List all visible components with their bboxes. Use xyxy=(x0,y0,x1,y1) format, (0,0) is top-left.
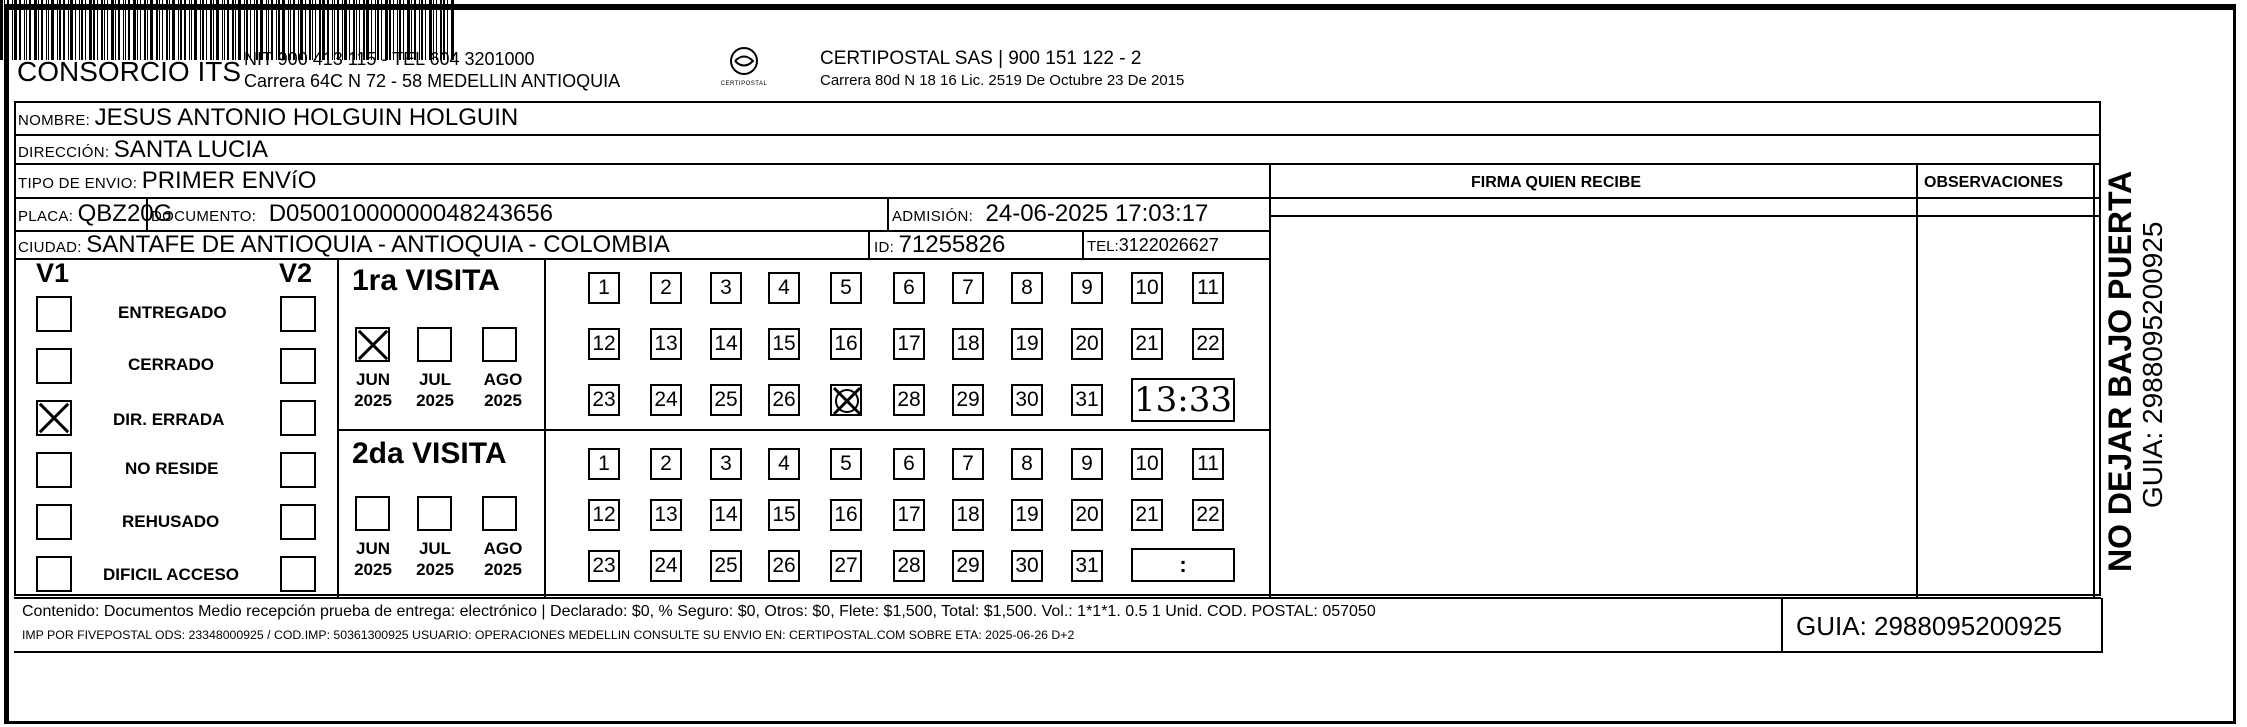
no-dejar-bajo-puerta: NO DEJAR BAJO PUERTA xyxy=(2102,170,2138,572)
col-divider xyxy=(544,259,546,597)
col-divider xyxy=(2101,598,2103,653)
row-divider xyxy=(14,597,2101,599)
second-visit-month-jul-checkbox[interactable] xyxy=(417,496,452,531)
v1-dificil-acceso-checkbox[interactable] xyxy=(36,556,72,592)
second-visit-month-jun-checkbox[interactable] xyxy=(355,496,390,531)
placa-row xyxy=(18,200,172,228)
carrier-info xyxy=(820,48,1184,92)
row-divider xyxy=(14,163,2101,165)
first-visit-month-jul: JUL 2025 xyxy=(416,370,454,410)
documento-row xyxy=(151,200,553,228)
second-visit-day-10[interactable]: 10 xyxy=(1131,448,1163,480)
second-visit-day-17[interactable]: 17 xyxy=(893,499,925,531)
v2-rehusado-checkbox[interactable] xyxy=(280,504,316,540)
col-divider xyxy=(887,198,889,230)
first-visit-day-16[interactable]: 16 xyxy=(830,328,862,360)
second-visit-day-3[interactable]: 3 xyxy=(710,448,742,480)
second-visit-day-2[interactable]: 2 xyxy=(650,448,682,480)
v2-no-reside-checkbox[interactable] xyxy=(280,452,316,488)
first-visit-month-ago-checkbox[interactable] xyxy=(482,327,517,362)
certipostal-logo xyxy=(714,46,774,87)
nombre-row xyxy=(18,104,518,132)
id-row xyxy=(874,231,1005,259)
first-visit-day-31[interactable]: 31 xyxy=(1071,384,1103,416)
v2-dir-errada-checkbox[interactable] xyxy=(280,400,316,436)
second-visit-day-15[interactable]: 15 xyxy=(768,499,800,531)
v1-no-reside-checkbox[interactable] xyxy=(36,452,72,488)
first-visit-day-3[interactable]: 3 xyxy=(710,272,742,304)
second-visit-day-29[interactable]: 29 xyxy=(952,550,984,582)
status-dir-errada: DIR. ERRADA xyxy=(113,410,225,429)
first-visit-day-23[interactable]: 23 xyxy=(588,384,620,416)
footer-imp: IMP POR FIVEPOSTAL ODS: 23348000925 / COD.IMP: 50361300925 USUARIO: OPERACIONES MEDELLIN CONSULTE SU ENVIO EN: CERTIPOSTAL.COM SOBRE ETA: 2025-06-26 D+2 xyxy=(22,628,1075,642)
col-divider xyxy=(868,231,870,258)
first-visit-day-27[interactable] xyxy=(830,384,862,416)
admision-value: 24-06-2025 17:03:17 xyxy=(985,200,1209,227)
second-visit-day-23[interactable]: 23 xyxy=(588,550,620,582)
v2-label: V2 xyxy=(279,258,313,288)
second-visit-label: 2da VISITA xyxy=(352,437,507,470)
v1-label: V1 xyxy=(36,258,70,288)
tel-row xyxy=(1087,235,1219,256)
first-visit-day-6[interactable]: 6 xyxy=(893,272,925,304)
direccion-row xyxy=(18,136,268,164)
first-visit-day-29[interactable]: 29 xyxy=(952,384,984,416)
second-visit-day-20[interactable]: 20 xyxy=(1071,499,1103,531)
second-visit-month-ago: AGO 2025 xyxy=(483,539,523,579)
first-visit-time[interactable]: 13:33 xyxy=(1131,378,1235,422)
company-info xyxy=(244,48,620,92)
first-visit-month-jun-checkbox[interactable] xyxy=(355,327,390,362)
status-rehusado: REHUSADO xyxy=(122,512,220,531)
col-divider xyxy=(2093,165,2095,597)
row-divider xyxy=(14,651,2101,653)
first-visit-day-20[interactable]: 20 xyxy=(1071,328,1103,360)
row-divider xyxy=(14,197,2101,199)
first-visit-label: 1ra VISITA xyxy=(352,264,500,297)
first-visit-day-5[interactable]: 5 xyxy=(830,272,862,304)
first-visit-day-30[interactable]: 30 xyxy=(1011,384,1043,416)
second-visit-day-1[interactable]: 1 xyxy=(588,448,620,480)
first-visit-month-jun: JUN 2025 xyxy=(354,370,392,410)
v1-cerrado-checkbox[interactable] xyxy=(36,348,72,384)
col-divider xyxy=(1269,165,1271,597)
company-address: Carrera 64C N 72 - 58 MEDELLIN ANTIOQUIA xyxy=(244,71,621,91)
second-visit-day-9[interactable]: 9 xyxy=(1071,448,1103,480)
v1-rehusado-checkbox[interactable] xyxy=(36,504,72,540)
first-visit-day-22[interactable]: 22 xyxy=(1192,328,1224,360)
second-visit-day-31[interactable]: 31 xyxy=(1071,550,1103,582)
first-visit-day-14[interactable]: 14 xyxy=(710,328,742,360)
id-value: 71255826 xyxy=(898,231,1006,258)
status-no-reside: NO RESIDE xyxy=(125,459,219,478)
first-visit-day-25[interactable]: 25 xyxy=(710,384,742,416)
documento-label: DOCUMENTO: xyxy=(151,208,257,225)
second-visit-day-13[interactable]: 13 xyxy=(650,499,682,531)
row-divider xyxy=(337,429,1269,431)
row-divider xyxy=(1269,215,2101,217)
second-visit-day-27[interactable]: 27 xyxy=(830,550,862,582)
first-visit-day-13[interactable]: 13 xyxy=(650,328,682,360)
tel-label: TEL: xyxy=(1087,238,1119,255)
admision-row xyxy=(892,200,1208,228)
first-visit-day-2[interactable]: 2 xyxy=(650,272,682,304)
direccion-label: DIRECCIÓN: xyxy=(18,144,110,161)
second-visit-day-5[interactable]: 5 xyxy=(830,448,862,480)
first-visit-day-12[interactable]: 12 xyxy=(588,328,620,360)
status-cerrado: CERRADO xyxy=(128,355,214,374)
tel-value: 3122026627 xyxy=(1118,235,1219,255)
placa-value: QBZ20G xyxy=(77,200,173,227)
second-visit-day-24[interactable]: 24 xyxy=(650,550,682,582)
main-table xyxy=(14,101,2101,596)
col-divider xyxy=(1082,231,1084,258)
second-visit-day-12[interactable]: 12 xyxy=(588,499,620,531)
logo-text: CERTIPOSTAL xyxy=(720,81,768,87)
nombre-value: JESUS ANTONIO HOLGUIN HOLGUIN xyxy=(94,104,519,131)
first-visit-day-18[interactable]: 18 xyxy=(952,328,984,360)
tipo-value: PRIMER ENVíO xyxy=(141,167,317,194)
row-divider xyxy=(14,134,2101,136)
second-visit-day-26[interactable]: 26 xyxy=(768,550,800,582)
first-visit-day-10[interactable]: 10 xyxy=(1131,272,1163,304)
v2-entregado-checkbox[interactable] xyxy=(280,296,316,332)
first-visit-day-7[interactable]: 7 xyxy=(952,272,984,304)
second-visit-month-ago-checkbox[interactable] xyxy=(482,496,517,531)
v1-dir-errada-checkbox[interactable] xyxy=(36,400,72,436)
first-visit-day-11[interactable]: 11 xyxy=(1192,272,1224,304)
first-visit-day-28[interactable]: 28 xyxy=(893,384,925,416)
second-visit-day-25[interactable]: 25 xyxy=(710,550,742,582)
second-visit-day-19[interactable]: 19 xyxy=(1011,499,1043,531)
first-visit-day-9[interactable]: 9 xyxy=(1071,272,1103,304)
id-label: ID: xyxy=(874,239,895,256)
v2-dificil-acceso-checkbox[interactable] xyxy=(280,556,316,592)
second-visit-day-30[interactable]: 30 xyxy=(1011,550,1043,582)
carrier-name: CERTIPOSTAL SAS | 900 151 122 - 2 xyxy=(820,48,1142,69)
second-visit-day-18[interactable]: 18 xyxy=(952,499,984,531)
second-visit-day-16[interactable]: 16 xyxy=(830,499,862,531)
col-divider xyxy=(1781,598,1783,651)
firma-label: FIRMA QUIEN RECIBE xyxy=(1471,174,1642,191)
barcode-bar xyxy=(0,0,3,60)
status-dificil-acceso: DIFICIL ACCESO xyxy=(103,565,240,584)
col-divider xyxy=(1916,165,1918,597)
second-visit-day-22[interactable]: 22 xyxy=(1192,499,1224,531)
v1-entregado-checkbox[interactable] xyxy=(36,296,72,332)
second-visit-day-21[interactable]: 21 xyxy=(1131,499,1163,531)
first-visit-day-21[interactable]: 21 xyxy=(1131,328,1163,360)
documento-value: D05001000000048243656 xyxy=(268,200,553,227)
first-visit-day-26[interactable]: 26 xyxy=(768,384,800,416)
first-visit-month-ago: AGO 2025 xyxy=(483,370,523,410)
first-visit-day-19[interactable]: 19 xyxy=(1011,328,1043,360)
first-visit-day-17[interactable]: 17 xyxy=(893,328,925,360)
footer-contenido: Contenido: Documentos Medio recepción prueba de entrega: electrónico | Declarado: $0, % Seguro: $0, Otros: $0, Flete: $1,500, Total: $1,500. Vol.: 1*1*1. 0.5 1 Unid. COD. POSTAL: 057050 xyxy=(22,603,1376,620)
second-visit-day-14[interactable]: 14 xyxy=(710,499,742,531)
second-visit-day-7[interactable]: 7 xyxy=(952,448,984,480)
second-visit-month-jun: JUN 2025 xyxy=(354,539,392,579)
second-visit-day-8[interactable]: 8 xyxy=(1011,448,1043,480)
second-visit-day-28[interactable]: 28 xyxy=(893,550,925,582)
first-visit-day-8[interactable]: 8 xyxy=(1011,272,1043,304)
first-visit-day-24[interactable]: 24 xyxy=(650,384,682,416)
tipo-row xyxy=(18,167,316,195)
second-visit-day-11[interactable]: 11 xyxy=(1192,448,1224,480)
placa-label: PLACA: xyxy=(18,208,74,225)
carrier-license: Carrera 80d N 18 16 Lic. 2519 De Octubre 23 De 2015 xyxy=(820,72,1185,89)
logo-icon xyxy=(727,46,761,76)
admision-label: ADMISIÓN: xyxy=(892,208,974,225)
guia-vertical: GUIA: 2988095200925 xyxy=(2137,221,2168,508)
second-visit-day-4[interactable]: 4 xyxy=(768,448,800,480)
company-nit: NIT 900 413 115 - TEL 604 3201000 xyxy=(244,49,535,69)
ciudad-label: CIUDAD: xyxy=(18,239,82,256)
first-visit-month-jul-checkbox[interactable] xyxy=(417,327,452,362)
first-visit-day-4[interactable]: 4 xyxy=(768,272,800,304)
first-visit-day-15[interactable]: 15 xyxy=(768,328,800,360)
second-visit-month-jul: JUL 2025 xyxy=(416,539,454,579)
v2-cerrado-checkbox[interactable] xyxy=(280,348,316,384)
ciudad-row xyxy=(18,231,670,259)
direccion-value: SANTA LUCIA xyxy=(113,136,269,163)
second-visit-day-6[interactable]: 6 xyxy=(893,448,925,480)
tipo-label: TIPO DE ENVIO: xyxy=(18,175,138,192)
observaciones-label: OBSERVACIONES xyxy=(1924,174,2063,191)
status-entregado: ENTREGADO xyxy=(118,303,227,322)
ciudad-value: SANTAFE DE ANTIOQUIA - ANTIOQUIA - COLOMBIA xyxy=(86,231,670,258)
footer-guia: GUIA: 2988095200925 xyxy=(1796,611,2062,641)
second-visit-time[interactable]: : xyxy=(1131,548,1235,582)
col-divider xyxy=(337,259,339,597)
company-name: CONSORCIO ITS xyxy=(17,56,242,87)
first-visit-day-1[interactable]: 1 xyxy=(588,272,620,304)
nombre-label: NOMBRE: xyxy=(18,112,91,129)
